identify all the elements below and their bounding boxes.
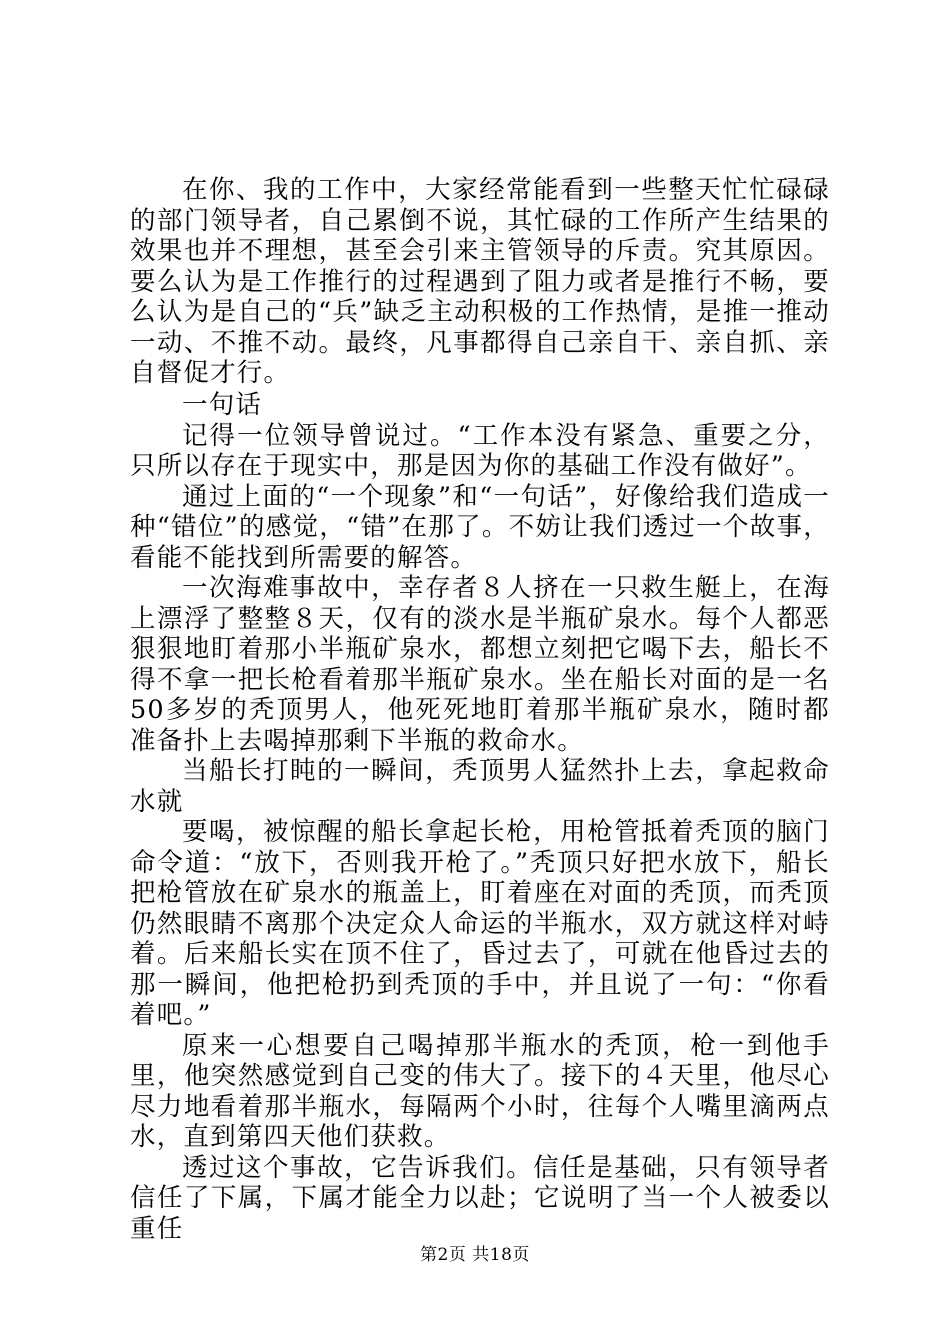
intro-section [130, 175, 830, 389]
paragraph: 在你、我的工作中，大家经常能看到一些整天忙忙碌碌的部门领导者，自己累倒不说，其忙碌的工作所产生结果的效果也并不理想，甚至会引来主管领导的斥责。究其原因。要么认为是工作推行的过程遇到了阻力或者是推行不畅，要么认为是自己的“兵”缺乏主动积极的工作热情，是推一推动一动、不推不动。最终，凡事都得自己亲自干、亲自抓、亲自督促才行。 [130, 175, 830, 388]
paragraph: 一次海难事故中，幸存者８人挤在一只救生艇上，在海上漂浮了整整８天，仅有的淡水是半瓶矿泉水。每个人都恶狠狠地盯着那小半瓶矿泉水，都想立刻把它喝下去，船长不得不拿一把长枪看着那半瓶矿泉水。坐在船长对面的是一名50多岁的秃顶男人，他死死地盯着那半瓶矿泉水，随时都准备扑上去喝掉那剩下半瓶的救命水。 [130, 573, 830, 756]
story-section [130, 390, 830, 1244]
paragraph: 记得一位领导曾说过。“工作本没有紧急、重要之分，只所以存在于现实中，那是因为你的基础工作没有做好”。 [130, 420, 830, 481]
paragraph: 通过上面的“一个现象”和“一句话”，好像给我们造成一种“错位”的感觉，“错”在那了。不妨让我们透过一个故事，看能不能找到所需要的解答。 [130, 481, 830, 573]
paragraph: 原来一心想要自己喝掉那半瓶水的秃顶，枪一到他手里，他突然感觉到自己变的伟大了。接下的４天里，他尽心尽力地看着那半瓶水，每隔两个小时，往每个人嘴里滴两点水，直到第四天他们获救。 [130, 1030, 830, 1152]
paragraph: 透过这个事故，它告诉我们。信任是基础，只有领导者信任了下属，下属才能全力以赴；它说明了当一个人被委以重任 [130, 1152, 830, 1244]
section-heading: 一句话 [182, 390, 263, 420]
page-number-footer: 第2页 共18页 [420, 1245, 530, 1265]
paragraph: 当船长打盹的一瞬间，秃顶男人猛然扑上去，拿起救命水就 [130, 756, 830, 817]
paragraph: 要喝，被惊醒的船长拿起长枪，用枪管抵着秃顶的脑门命令道：“放下，否则我开枪了。”秃顶只好把水放下，船长把枪管放在矿泉水的瓶盖上，盯着座在对面的秃顶，而秃顶仍然眼睛不离那个决定众人命运的半瓶水，双方就这样对峙着。后来船长实在顶不住了，昏过去了，可就在他昏过去的那一瞬间，他把枪扔到秃顶的手中，并且说了一句：“你看着吧。” [130, 817, 830, 1030]
